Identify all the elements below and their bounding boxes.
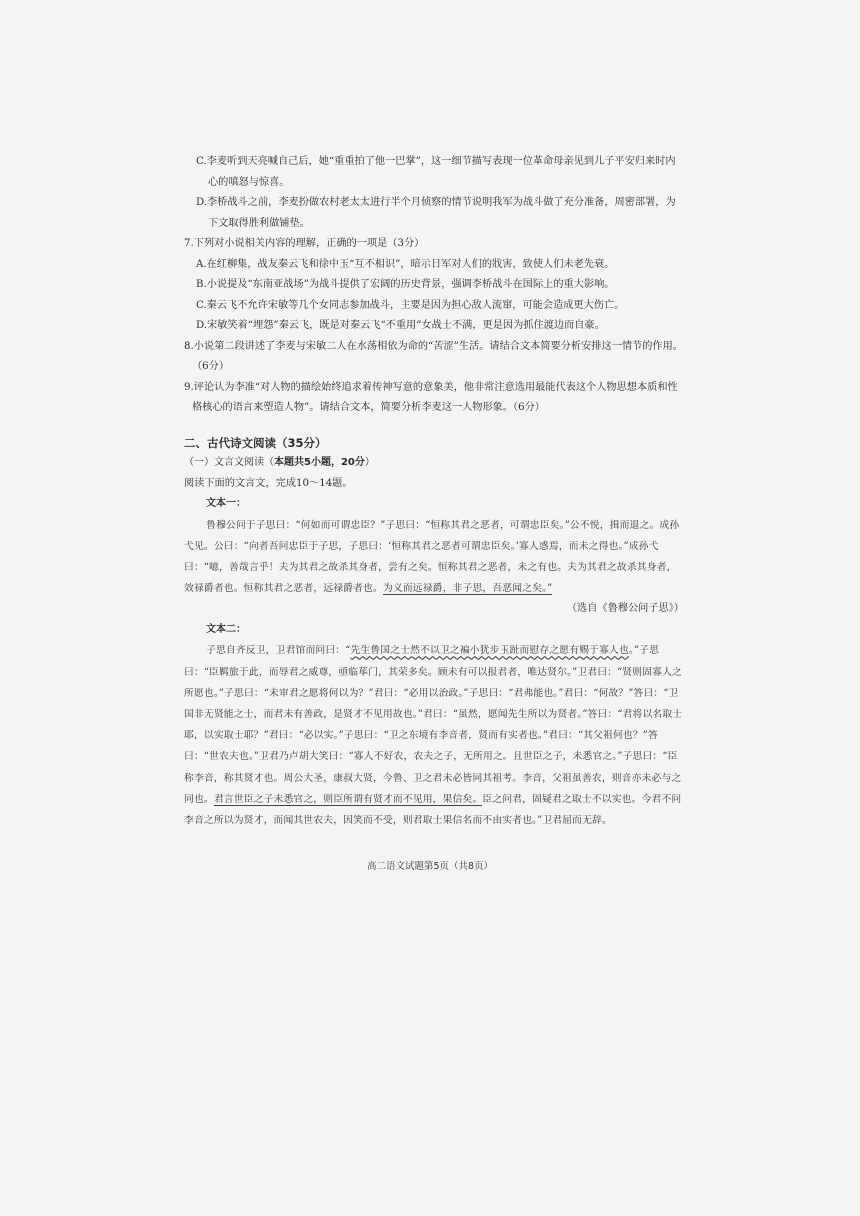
subsection-prefix: （一）文言文阅读（: [184, 457, 274, 468]
section-heading: 二、古代诗文阅读（35分）: [184, 435, 327, 450]
q7-option-b: B.小说提及“东南亚战场”为战斗提供了宏阔的历史背景，强调李桥战斗在国际上的重大影响。: [196, 279, 615, 290]
q6-option-c: C.李麦听到天亮喊自己后，她“重重拍了他一巴掌”，这一细节描写表现一位革命母亲见到儿子平安归来时内心的嗔怒与惊喜。: [196, 156, 676, 188]
subsection-score: 本题共5小题，20分: [274, 457, 365, 468]
text2-lead: 子思自齐反卫，卫君馆而问曰：“: [206, 645, 351, 657]
q7-option-a: A.在红柳集，战友秦云飞和徐中玉“互不相识”，暗示日军对人们的戕害，致使人们未老先衰。: [196, 258, 615, 270]
q9-stem: 9.评论认为李准“对人物的描绘始终追求着传神写意的意象美，他非常注意选用最能代表这个人物思想本质和性格核心的语言来塑造人物”。请结合文本，简要分析李麦这一人物形象。（6分）: [184, 381, 678, 413]
q6-option-d: D.李桥战斗之前，李麦扮做农村老太太进行半个月侦察的情节说明我军为战斗做了充分准备，周密部署，为下文取得胜利做铺垫。: [196, 197, 676, 229]
text1-underlined-sentence: 为义而远禄爵，非子思，吾恶闻之矣。”: [382, 583, 553, 595]
q7-stem: 7.下列对小说相关内容的理解，正确的一项是（3分）: [184, 238, 425, 249]
q7-option-d: D.宋敏笑着“埋怨”秦云飞，既是对秦云飞“不重用”女战士不满，更是因为抓住渡边而自豪。: [196, 320, 605, 331]
reading-instruction: 阅读下面的文言文，完成10～14题。: [184, 477, 353, 489]
text1-source: （选自《鲁穆公问子思》）: [566, 603, 684, 615]
text2-body: [184, 640, 684, 831]
q7-option-c: C.秦云飞不允许宋敏等几个女同志参加战斗，主要是因为担心敌人流窜，可能会造成更大伤亡。: [196, 299, 625, 311]
exam-page-content: [184, 152, 684, 831]
text2-underlined-sentence: 君言世臣之子未悉官之，则臣所谓有贤才而不见用，果信矣。: [213, 793, 483, 805]
q8-stem: 8.小说第二段讲述了李麦与宋敏二人在水荡相依为命的“苦涩”生活。请结合文本简要分析安排这一情节的作用。（6分）: [184, 340, 683, 372]
text1-label: 文本一：: [206, 498, 246, 509]
text2-middle: 。”子思曰：“臣羁旅于此，而辱君之威尊，亟临荜门，其荣多矣。顾未有可以报君者，唯达贤尔。”卫君曰：“贤则固寡人之所愿也。”子思曰：“未审君之愿将何以为？”君曰：“必用以治政。”子思曰：“君弗能也。”君曰：“何故？”答曰：“卫国非无贤能之士，而君未有善政，是贤才不见用故也。”君曰：“虽然，愿闻先生所以为贤者。”答曰：“君将以名取士耶，以实取士耶？”君曰：“必以实。”子思曰：“卫之东境有李音者，贤而有实者也。”君曰：“其父祖何也？”答曰：“世农夫也。”卫君乃卢胡大笑曰：“寡人不好农，农夫之子，无所用之。且世臣之子，未悉官之。”子思曰：“臣称李音，称其贤才也。周公大圣，康叔大贤，今鲁、卫之君未必皆同其祖考。李音，父祖虽善农，则音亦未必与之同也。: [184, 645, 683, 805]
subsection-heading: [184, 453, 684, 474]
text2-label: 文本二：: [206, 623, 246, 635]
subsection-suffix: ）: [364, 457, 375, 468]
page-footer: 高二语文试题第5页（共8页）: [366, 861, 494, 872]
text1-body-plain: 鲁穆公问于子思曰：“何如而可谓忠臣？”子思曰：“恒称其君之恶者，可谓忠臣矣。”公不悦，揖而退之。成孙弋见。公曰：“向者吾问忠臣于子思，子思曰：‘恒称其君之恶者可谓忠臣矣。’寡人惑焉，而未之得也。”成孙弋曰：“噫，善哉言乎！夫为其君之故杀其身者，尝有之矣。恒称其君之恶者，未之有也。夫为其君之故杀其身者，效禄爵者也。恒称其君之恶者，远禄爵者也。: [184, 519, 680, 595]
text2-tail: 臣之问君，固疑君之取士不以实也。今君不问李音之所以为贤才，而闻其世农夫，因笑而不受，则君取士果信名而不由实者也。”卫君屈而无辞。: [184, 793, 682, 826]
text2-wavy-underlined: 先生鲁国之士然不以卫之褊小犹步玉趾而慰存之愿有赐于寡人也: [350, 645, 629, 657]
text1-body: [184, 515, 684, 600]
